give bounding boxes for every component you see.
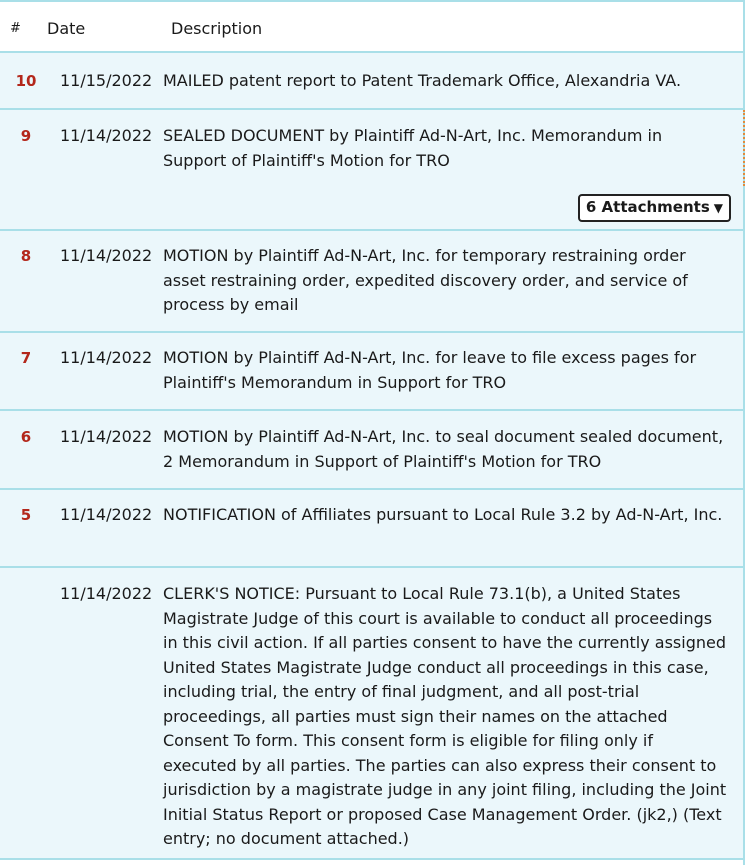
entry-date: 11/14/2022 <box>60 584 153 603</box>
table-header <box>0 0 743 53</box>
header-num: # <box>10 21 21 36</box>
entry-date: 11/14/2022 <box>60 348 153 367</box>
entry-number[interactable]: 5 <box>20 506 32 524</box>
table-row <box>0 53 743 110</box>
table-row <box>0 411 743 490</box>
entry-number[interactable]: 6 <box>20 428 32 446</box>
entry-description: MOTION by Plaintiff Ad-N-Art, Inc. for leave to file excess pages for Plaintiff's Memorandum in Support for TRO <box>163 348 697 392</box>
triangle-down-icon: ▼ <box>713 201 723 215</box>
entry-number[interactable]: 8 <box>20 247 32 265</box>
entry-date: 11/14/2022 <box>60 505 153 524</box>
entry-description: NOTIFICATION of Affiliates pursuant to Local Rule 3.2 by Ad-N-Art, Inc. <box>163 505 723 524</box>
entry-date: 11/14/2022 <box>60 427 153 446</box>
entry-date: 11/15/2022 <box>60 71 153 90</box>
entry-description: MAILED patent report to Patent Trademark Office, Alexandria VA. <box>163 71 682 90</box>
entry-description: MOTION by Plaintiff Ad-N-Art, Inc. for temporary restraining order asset restraining order, expedited discovery order, and service of process by email <box>163 246 688 314</box>
entry-number[interactable]: 10 <box>15 72 37 90</box>
entry-date: 11/14/2022 <box>60 246 153 265</box>
attachments-label: 6 Attachments <box>585 198 710 216</box>
entry-description: MOTION by Plaintiff Ad-N-Art, Inc. to seal document sealed document, 2 Memorandum in Support of Plaintiff's Motion for TRO <box>163 427 724 471</box>
table-row <box>0 231 743 333</box>
scroll-indicator <box>743 110 747 186</box>
table-row <box>0 333 743 411</box>
entry-date: 11/14/2022 <box>60 126 153 145</box>
table-row <box>0 490 743 568</box>
entry-description: CLERK'S NOTICE: Pursuant to Local Rule 73.1(b), a United States Magistrate Judge of this court is available to conduct all proceedings in this civil action. If all parties consent to have the currently assigned United States Magistrate Judge conduct all proceedings in this case, including trial, the entry of final judgment, and all post-trial proceedings, all parties must sign their names on the attached Consent To form. This consent form is eligible for filing only if executed by all parties. The parties can also express their consent to jurisdiction by a magistrate judge in any joint filing, including the Joint Initial Status Report or proposed Case Management Order. (jk2,) (Text entry; no document attached.) <box>163 584 727 848</box>
entry-description: SEALED DOCUMENT by Plaintiff Ad-N-Art, Inc. Memorandum in Support of Plaintiff's Motion for TRO <box>163 126 663 170</box>
table-row <box>0 568 743 860</box>
header-date: Date <box>47 19 86 38</box>
entry-number[interactable]: 7 <box>20 349 32 367</box>
header-description: Description <box>171 19 263 38</box>
attachments-button[interactable] <box>578 194 731 222</box>
entry-number[interactable]: 9 <box>20 127 32 145</box>
table-row <box>0 110 743 231</box>
